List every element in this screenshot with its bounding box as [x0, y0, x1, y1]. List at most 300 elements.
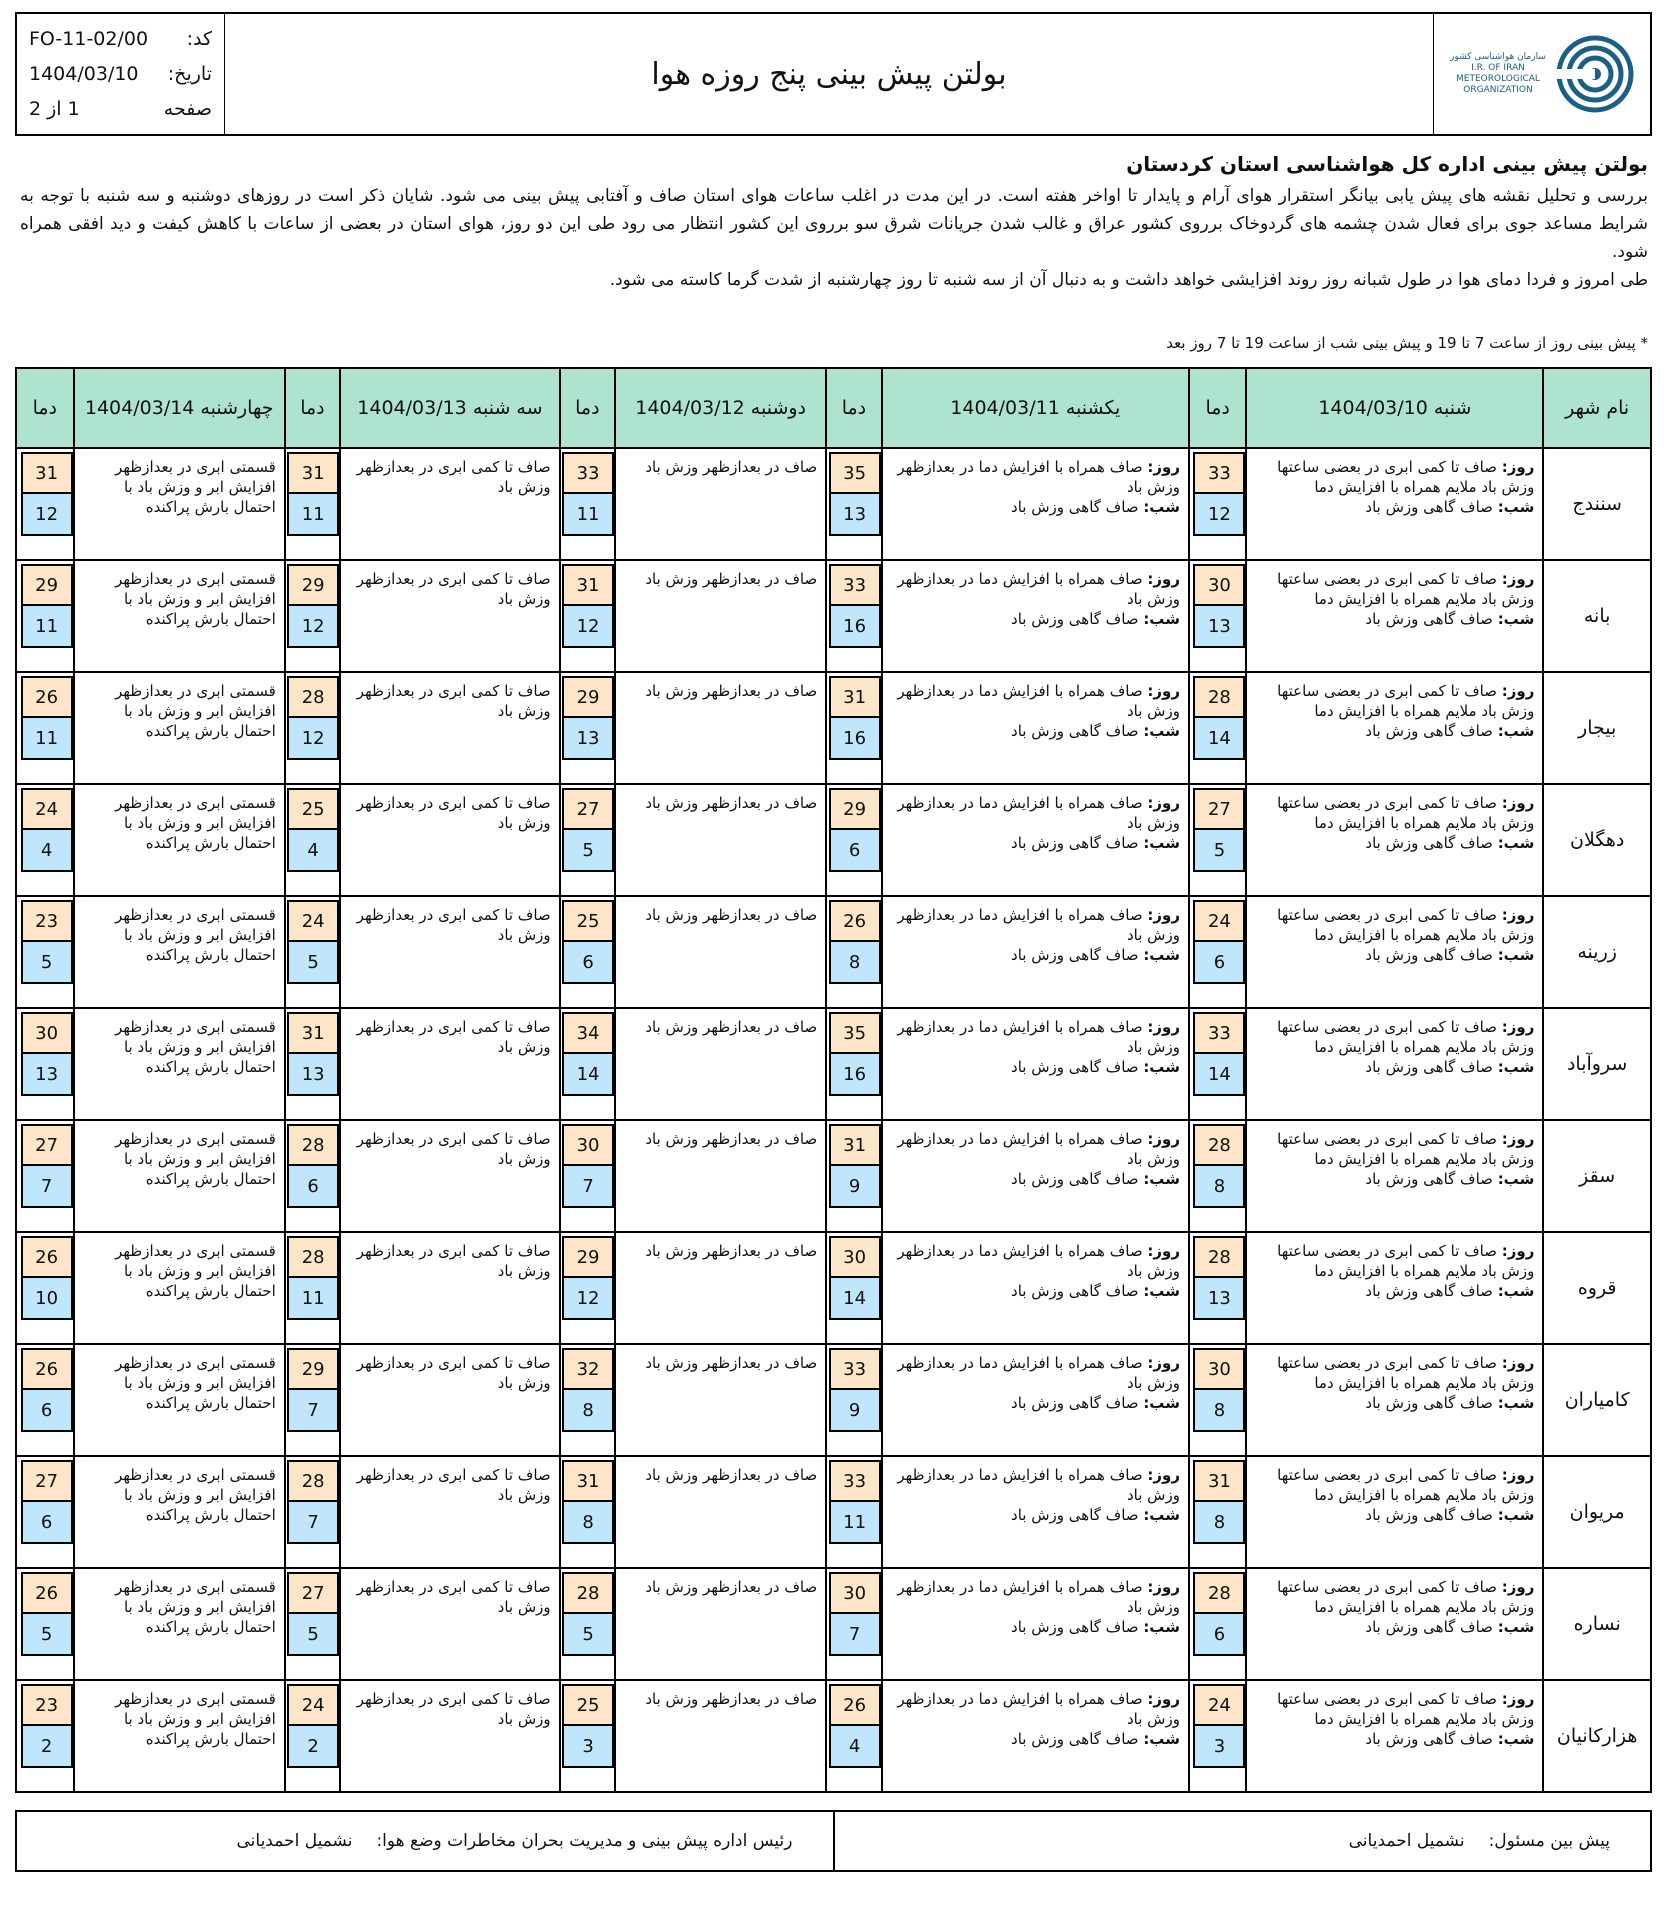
forecast-description [882, 1568, 1189, 1680]
night-prefix: شب: [1143, 1058, 1180, 1076]
temp-box [1193, 1348, 1245, 1432]
day-text: صاف همراه با افزایش دما در بعدازظهر وزش باد [897, 1690, 1180, 1728]
min-temp: 12 [562, 1278, 614, 1320]
day-text: صاف همراه با افزایش دما در بعدازظهر وزش باد [897, 1354, 1180, 1392]
day-text: صاف تا کمی ابری در بعضی ساعتها وزش باد ملایم همراه با افزایش دما [1277, 1578, 1535, 1616]
day-prefix: روز: [1501, 570, 1535, 588]
temp-box [21, 676, 73, 760]
day-prefix: روز: [1501, 682, 1535, 700]
min-temp: 2 [21, 1726, 73, 1768]
org-name-en-3: ORGANIZATION [1463, 85, 1533, 95]
forecast-description: قسمتی ابری در بعدازظهر افزایش ابر و وزش باد با احتمال بارش پراکنده [74, 1456, 285, 1568]
forecast-description: صاف تا کمی ابری در بعدازظهر وزش باد [340, 560, 560, 672]
temp-cell [826, 448, 881, 560]
temp-box [21, 1348, 73, 1432]
night-forecast [889, 1729, 1180, 1749]
table-row [16, 784, 1651, 896]
day-prefix: روز: [1501, 458, 1535, 476]
max-temp: 33 [829, 564, 881, 606]
max-temp: 30 [21, 1012, 73, 1054]
temp-cell [1189, 672, 1246, 784]
forecast-description [882, 1008, 1189, 1120]
forecast-description [882, 672, 1189, 784]
day-prefix: روز: [1147, 1354, 1180, 1372]
temp-cell [560, 1232, 615, 1344]
night-text: صاف گاهی وزش باد [1011, 946, 1144, 964]
temp-cell [16, 560, 74, 672]
forecast-description [1246, 560, 1543, 672]
forecast-description [1246, 1232, 1543, 1344]
forecaster-name: نشمیل احمدیانی [1348, 1831, 1465, 1851]
temp-cell [16, 1344, 74, 1456]
temp-box [1193, 1236, 1245, 1320]
max-temp: 29 [562, 1236, 614, 1278]
temp-box [21, 1124, 73, 1208]
day-prefix: روز: [1501, 1018, 1535, 1036]
forecaster-label: پیش بین مسئول: [1488, 1831, 1610, 1851]
day-forecast [1253, 1241, 1534, 1281]
night-forecast [1253, 497, 1534, 517]
org-logo-icon [1556, 35, 1634, 113]
head-label: رئیس اداره پیش بینی و مدیریت بحران مخاطرات وضع هوا: [376, 1831, 793, 1851]
temp-cell [16, 1456, 74, 1568]
temp-box [1193, 900, 1245, 984]
forecast-description [882, 1344, 1189, 1456]
temp-cell [285, 896, 340, 1008]
night-text: صاف گاهی وزش باد [1365, 498, 1498, 516]
day-text: صاف همراه با افزایش دما در بعدازظهر وزش باد [897, 570, 1180, 608]
forecast-description: صاف در بعدازظهر وزش باد [615, 1232, 826, 1344]
min-temp: 13 [1193, 1278, 1245, 1320]
head-name: نشمیل احمدیانی [236, 1831, 353, 1851]
max-temp: 28 [562, 1572, 614, 1614]
max-temp: 28 [1193, 676, 1245, 718]
table-row [16, 1680, 1651, 1792]
forecast-description [882, 560, 1189, 672]
forecast-description: قسمتی ابری در بعدازظهر افزایش ابر و وزش باد با احتمال بارش پراکنده [74, 1568, 285, 1680]
min-temp: 12 [1193, 494, 1245, 536]
temp-box [829, 1460, 881, 1544]
night-text: صاف گاهی وزش باد [1365, 1282, 1498, 1300]
day-forecast [889, 1465, 1180, 1505]
day-prefix: روز: [1147, 1690, 1180, 1708]
max-temp: 30 [1193, 1348, 1245, 1390]
max-temp: 31 [562, 564, 614, 606]
min-temp: 7 [562, 1166, 614, 1208]
min-temp: 7 [829, 1614, 881, 1656]
city-name: دهگلان [1543, 784, 1651, 896]
temp-cell [560, 1344, 615, 1456]
night-forecast [889, 609, 1180, 629]
max-temp: 26 [21, 1236, 73, 1278]
day-forecast [1253, 681, 1534, 721]
max-temp: 27 [562, 788, 614, 830]
night-forecast [889, 497, 1180, 517]
temp-cell [826, 1456, 881, 1568]
night-forecast [889, 945, 1180, 965]
forecast-description [1246, 1568, 1543, 1680]
day-prefix: روز: [1147, 1578, 1180, 1596]
min-temp: 13 [21, 1054, 73, 1096]
forecast-description [1246, 1344, 1543, 1456]
temp-cell [826, 672, 881, 784]
max-temp: 26 [21, 676, 73, 718]
day-text: صاف تا کمی ابری در بعضی ساعتها وزش باد ملایم همراه با افزایش دما [1277, 1242, 1535, 1280]
temp-box [562, 1684, 614, 1768]
night-prefix: شب: [1497, 722, 1535, 740]
temp-box [287, 564, 339, 648]
max-temp: 27 [21, 1460, 73, 1502]
temp-box [21, 1236, 73, 1320]
temp-column-header: دما [1189, 368, 1246, 448]
night-prefix: شب: [1143, 722, 1180, 740]
page-label: صفحه [163, 97, 212, 120]
day-text: صاف همراه با افزایش دما در بعدازظهر وزش باد [897, 794, 1180, 832]
forecast-description: صاف تا کمی ابری در بعدازظهر وزش باد [340, 1232, 560, 1344]
night-forecast [1253, 945, 1534, 965]
table-row [16, 448, 1651, 560]
min-temp: 14 [562, 1054, 614, 1096]
max-temp: 32 [562, 1348, 614, 1390]
forecast-description: صاف تا کمی ابری در بعدازظهر وزش باد [340, 1456, 560, 1568]
city-name: سروآباد [1543, 1008, 1651, 1120]
max-temp: 26 [829, 1684, 881, 1726]
min-temp: 4 [21, 830, 73, 872]
night-prefix: شب: [1143, 1282, 1180, 1300]
temp-cell [285, 672, 340, 784]
forecast-description [882, 1456, 1189, 1568]
city-name: سقز [1543, 1120, 1651, 1232]
org-name-en-1: I.R. OF IRAN [1471, 63, 1525, 73]
forecast-description: صاف در بعدازظهر وزش باد [615, 1120, 826, 1232]
min-temp: 16 [829, 1054, 881, 1096]
intro-title: بولتن پیش بینی اداره کل هواشناسی استان کردستان [1126, 152, 1648, 176]
meta-page [29, 98, 212, 120]
day-prefix: روز: [1501, 1130, 1535, 1148]
temp-cell [826, 1120, 881, 1232]
temp-cell [826, 1008, 881, 1120]
temp-box [1193, 788, 1245, 872]
forecast-description [1246, 448, 1543, 560]
min-temp: 3 [562, 1726, 614, 1768]
temp-box [1193, 1684, 1245, 1768]
max-temp: 30 [829, 1572, 881, 1614]
min-temp: 8 [1193, 1390, 1245, 1432]
max-temp: 26 [829, 900, 881, 942]
max-temp: 33 [1193, 452, 1245, 494]
day-prefix: روز: [1147, 1130, 1180, 1148]
temp-cell [1189, 1680, 1246, 1792]
max-temp: 31 [829, 1124, 881, 1166]
min-temp: 5 [562, 1614, 614, 1656]
night-text: صاف گاهی وزش باد [1011, 1394, 1144, 1412]
night-forecast [1253, 1281, 1534, 1301]
temp-box [1193, 564, 1245, 648]
forecast-description [1246, 784, 1543, 896]
forecast-description [882, 448, 1189, 560]
max-temp: 30 [1193, 564, 1245, 606]
night-text: صاف گاهی وزش باد [1011, 834, 1144, 852]
city-column-header: نام شهر [1543, 368, 1651, 448]
day-forecast [889, 1689, 1180, 1729]
min-temp: 2 [287, 1726, 339, 1768]
city-name: مریوان [1543, 1456, 1651, 1568]
day-text: صاف همراه با افزایش دما در بعدازظهر وزش باد [897, 1578, 1180, 1616]
day-text: صاف تا کمی ابری در بعضی ساعتها وزش باد ملایم همراه با افزایش دما [1277, 1466, 1535, 1504]
temp-cell [560, 896, 615, 1008]
temp-box [829, 1124, 881, 1208]
night-text: صاف گاهی وزش باد [1365, 834, 1498, 852]
org-logo-block [1433, 14, 1650, 134]
max-temp: 31 [287, 452, 339, 494]
forecast-description: قسمتی ابری در بعدازظهر افزایش ابر و وزش باد با احتمال بارش پراکنده [74, 784, 285, 896]
day-forecast [889, 1129, 1180, 1169]
max-temp: 24 [287, 900, 339, 942]
temp-cell [285, 1568, 340, 1680]
night-text: صاف گاهی وزش باد [1365, 1394, 1498, 1412]
temp-cell [826, 1680, 881, 1792]
temp-box [562, 564, 614, 648]
day-text: صاف همراه با افزایش دما در بعدازظهر وزش باد [897, 1466, 1180, 1504]
max-temp: 23 [21, 900, 73, 942]
day-forecast [889, 1017, 1180, 1057]
intro-paragraph-1: بررسی و تحلیل نقشه های پیش یابی بیانگر استقرار هوای آرام و پایدار تا اواخر هفته است. در این مدت در اغلب ساعات هوای استان صاف و آفتابی پیش بینی می شود. شایان ذکر است در روزهای دوشنبه و سه شنبه با توجه به شرایط مساعد جوی برای فعال شدن چشمه های گردوخاک برروی کشور عراق و غالب شدن جریانات شرق سو برروی این کشور انتظار می رود طی این دو روز، هوای استان در بعضی از ساعات با کاهش کیفت و دید افقی همراه شود. [20, 186, 1648, 262]
day-forecast [1253, 457, 1534, 497]
temp-cell [16, 448, 74, 560]
max-temp: 28 [287, 1236, 339, 1278]
day-column-header: چهارشنبه 1404/03/14 [74, 368, 285, 448]
min-temp: 11 [21, 606, 73, 648]
day-prefix: روز: [1501, 1242, 1535, 1260]
day-text: صاف تا کمی ابری در بعضی ساعتها وزش باد ملایم همراه با افزایش دما [1277, 1690, 1535, 1728]
night-text: صاف گاهی وزش باد [1365, 610, 1498, 628]
temp-box [1193, 676, 1245, 760]
night-text: صاف گاهی وزش باد [1011, 1282, 1144, 1300]
temp-cell [285, 1120, 340, 1232]
night-prefix: شب: [1497, 834, 1535, 852]
temp-cell [826, 1344, 881, 1456]
temp-box [287, 1236, 339, 1320]
bulletin-footer [15, 1810, 1652, 1872]
max-temp: 24 [1193, 900, 1245, 942]
temp-box [21, 1012, 73, 1096]
max-temp: 27 [1193, 788, 1245, 830]
night-forecast [889, 1057, 1180, 1077]
max-temp: 28 [287, 1460, 339, 1502]
min-temp: 7 [287, 1502, 339, 1544]
temp-box [21, 1572, 73, 1656]
max-temp: 28 [1193, 1572, 1245, 1614]
forecast-description: صاف تا کمی ابری در بعدازظهر وزش باد [340, 1008, 560, 1120]
temp-cell [16, 672, 74, 784]
temp-box [287, 452, 339, 536]
forecast-description: قسمتی ابری در بعدازظهر افزایش ابر و وزش باد با احتمال بارش پراکنده [74, 560, 285, 672]
max-temp: 31 [21, 452, 73, 494]
night-text: صاف گاهی وزش باد [1011, 498, 1144, 516]
night-forecast [1253, 1169, 1534, 1189]
table-row [16, 1456, 1651, 1568]
temp-box [21, 788, 73, 872]
day-prefix: روز: [1501, 1690, 1535, 1708]
forecast-description [1246, 1456, 1543, 1568]
max-temp: 33 [829, 1348, 881, 1390]
temp-cell [826, 784, 881, 896]
max-temp: 31 [1193, 1460, 1245, 1502]
max-temp: 33 [562, 452, 614, 494]
max-temp: 24 [287, 1684, 339, 1726]
night-forecast [889, 833, 1180, 853]
city-name: بانه [1543, 560, 1651, 672]
min-temp: 16 [829, 718, 881, 760]
min-temp: 8 [562, 1390, 614, 1432]
temp-box [562, 1012, 614, 1096]
forecast-description: صاف تا کمی ابری در بعدازظهر وزش باد [340, 1568, 560, 1680]
day-text: صاف همراه با افزایش دما در بعدازظهر وزش باد [897, 1018, 1180, 1056]
max-temp: 27 [21, 1124, 73, 1166]
night-prefix: شب: [1143, 498, 1180, 516]
day-forecast [889, 681, 1180, 721]
forecast-description: صاف تا کمی ابری در بعدازظهر وزش باد [340, 448, 560, 560]
code-label: کد: [186, 28, 212, 51]
night-text: صاف گاهی وزش باد [1011, 1506, 1144, 1524]
night-text: صاف گاهی وزش باد [1365, 946, 1498, 964]
max-temp: 31 [829, 676, 881, 718]
min-temp: 8 [1193, 1502, 1245, 1544]
temp-cell [826, 1232, 881, 1344]
day-forecast [1253, 1577, 1534, 1617]
forecast-table [15, 367, 1652, 1793]
day-forecast [889, 457, 1180, 497]
forecast-description [1246, 672, 1543, 784]
city-name: هزارکانیان [1543, 1680, 1651, 1792]
day-text: صاف همراه با افزایش دما در بعدازظهر وزش باد [897, 1242, 1180, 1280]
temp-box [562, 676, 614, 760]
temp-box [562, 788, 614, 872]
max-temp: 24 [21, 788, 73, 830]
table-row [16, 1568, 1651, 1680]
day-prefix: روز: [1501, 794, 1535, 812]
night-prefix: شب: [1143, 610, 1180, 628]
temp-box [562, 1124, 614, 1208]
min-temp: 16 [829, 606, 881, 648]
max-temp: 29 [287, 564, 339, 606]
min-temp: 13 [562, 718, 614, 760]
forecaster-signature [835, 1812, 1651, 1870]
night-forecast [1253, 1505, 1534, 1525]
temp-cell [826, 560, 881, 672]
max-temp: 26 [21, 1572, 73, 1614]
day-forecast [889, 793, 1180, 833]
night-forecast [1253, 609, 1534, 629]
temp-box [562, 1572, 614, 1656]
forecast-description: صاف در بعدازظهر وزش باد [615, 1456, 826, 1568]
temp-box [21, 452, 73, 536]
night-forecast [889, 1169, 1180, 1189]
temp-cell [1189, 1120, 1246, 1232]
min-temp: 4 [287, 830, 339, 872]
forecast-description: قسمتی ابری در بعدازظهر افزایش ابر و وزش باد با احتمال بارش پراکنده [74, 448, 285, 560]
night-forecast [1253, 1729, 1534, 1749]
temp-cell [285, 1680, 340, 1792]
night-prefix: شب: [1497, 1618, 1535, 1636]
day-forecast [1253, 1353, 1534, 1393]
day-prefix: روز: [1147, 682, 1180, 700]
temp-cell [1189, 1568, 1246, 1680]
night-forecast [1253, 833, 1534, 853]
day-prefix: روز: [1147, 906, 1180, 924]
forecast-description: صاف تا کمی ابری در بعدازظهر وزش باد [340, 1344, 560, 1456]
temp-box [829, 1012, 881, 1096]
day-prefix: روز: [1147, 1466, 1180, 1484]
min-temp: 12 [287, 606, 339, 648]
temp-cell [560, 672, 615, 784]
day-text: صاف همراه با افزایش دما در بعدازظهر وزش باد [897, 458, 1180, 496]
night-text: صاف گاهی وزش باد [1011, 1730, 1144, 1748]
temp-box [829, 564, 881, 648]
temp-box [287, 1012, 339, 1096]
min-temp: 12 [21, 494, 73, 536]
forecast-description: صاف تا کمی ابری در بعدازظهر وزش باد [340, 784, 560, 896]
temp-box [21, 900, 73, 984]
city-name: زرینه [1543, 896, 1651, 1008]
temp-cell [16, 1008, 74, 1120]
city-name: سنندج [1543, 448, 1651, 560]
temp-cell [1189, 560, 1246, 672]
night-prefix: شب: [1497, 1170, 1535, 1188]
temp-cell [285, 1344, 340, 1456]
org-logo-text [1450, 52, 1546, 96]
night-text: صاف گاهی وزش باد [1365, 1170, 1498, 1188]
temp-box [829, 1572, 881, 1656]
night-text: صاف گاهی وزش باد [1365, 1058, 1498, 1076]
night-prefix: شب: [1143, 946, 1180, 964]
table-row [16, 1344, 1651, 1456]
temp-box [21, 1460, 73, 1544]
night-prefix: شب: [1497, 1506, 1535, 1524]
day-text: صاف تا کمی ابری در بعضی ساعتها وزش باد ملایم همراه با افزایش دما [1277, 1130, 1535, 1168]
intro-paragraph-2: طی امروز و فردا دمای هوا در طول شبانه روز روند افزایشی خواهد داشت و به دنبال آن از سه شنبه تا روز چهارشنبه از شدت گرما کاسته می شود. [609, 270, 1648, 290]
max-temp: 33 [829, 1460, 881, 1502]
max-temp: 33 [1193, 1012, 1245, 1054]
temp-box [562, 1348, 614, 1432]
temp-box [829, 452, 881, 536]
temp-cell [16, 896, 74, 1008]
day-text: صاف همراه با افزایش دما در بعدازظهر وزش باد [897, 682, 1180, 720]
temp-box [287, 1348, 339, 1432]
temp-box [562, 452, 614, 536]
temp-box [829, 900, 881, 984]
night-prefix: شب: [1497, 946, 1535, 964]
night-forecast [1253, 721, 1534, 741]
night-text: صاف گاهی وزش باد [1011, 1058, 1144, 1076]
max-temp: 28 [1193, 1124, 1245, 1166]
night-prefix: شب: [1497, 1394, 1535, 1412]
temp-box [287, 788, 339, 872]
temp-cell [16, 1568, 74, 1680]
temp-box [829, 788, 881, 872]
forecast-description: صاف در بعدازظهر وزش باد [615, 1344, 826, 1456]
day-text: صاف تا کمی ابری در بعضی ساعتها وزش باد ملایم همراه با افزایش دما [1277, 682, 1535, 720]
forecast-description [882, 896, 1189, 1008]
min-temp: 6 [1193, 1614, 1245, 1656]
temp-cell [1189, 1008, 1246, 1120]
day-prefix: روز: [1501, 906, 1535, 924]
temp-box [287, 900, 339, 984]
min-temp: 8 [1193, 1166, 1245, 1208]
table-row [16, 1232, 1651, 1344]
max-temp: 29 [829, 788, 881, 830]
forecast-description [882, 784, 1189, 896]
